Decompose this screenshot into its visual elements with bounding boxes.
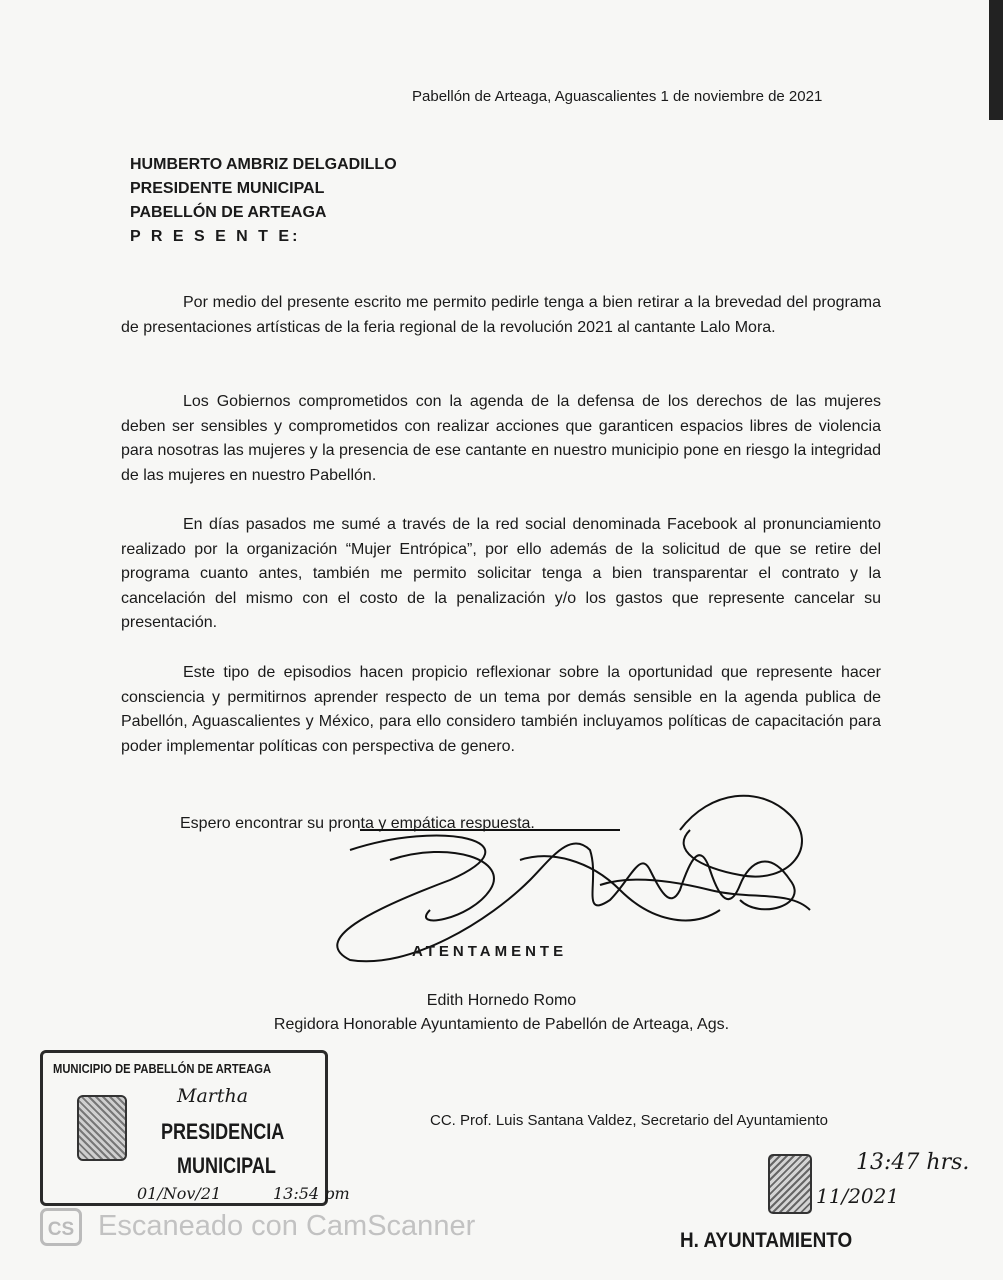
stamp-line-1: PRESIDENCIA xyxy=(161,1119,285,1144)
presidencia-stamp xyxy=(40,1050,350,1206)
scan-edge-shadow xyxy=(989,0,1003,120)
stamp-header: MUNICIPIO DE PABELLÓN DE ARTEAGA xyxy=(53,1061,272,1076)
stamp-time: 13:54 pm xyxy=(273,1184,350,1203)
signer-name: Edith Hornedo Romo xyxy=(426,992,577,1009)
stamp-line-2: MUNICIPAL xyxy=(177,1153,276,1178)
addressee-role: PRESIDENTE MUNICIPAL xyxy=(130,180,325,197)
coat-of-arms-icon xyxy=(77,1095,127,1161)
ayuntamiento-seal-icon xyxy=(768,1154,812,1214)
paragraph-1: Por medio del presente escrito me permito pedirle tenga a bien retirar a la brevedad del programa de presentaciones artísticas de la feria regional de la revolución 2021 al cantante Lalo Mora. xyxy=(121,294,881,336)
cc-line: CC. Prof. Luis Santana Valdez, Secretario del Ayuntamiento xyxy=(430,1112,829,1129)
sign-off: ATENTAMENTE xyxy=(412,943,568,960)
addressee-block xyxy=(130,153,397,249)
stamp-date: 01/Nov/21 xyxy=(137,1184,222,1203)
signer-title: Regidora Honorable Ayuntamiento de Pabellón de Arteaga, Ags. xyxy=(273,1016,730,1033)
addressee-present: P R E S E N T E: xyxy=(130,228,301,245)
camscanner-watermark: Escaneado con CamScanner xyxy=(98,1210,476,1242)
addressee-place: PABELLÓN DE ARTEAGA xyxy=(130,204,327,221)
ayuntamiento-stamp-text: H. AYUNTAMIENTO xyxy=(680,1229,853,1252)
camscanner-icon: CS xyxy=(40,1208,82,1246)
ayuntamiento-stamp-date: 11/2021 xyxy=(816,1184,900,1208)
paragraph-4: Este tipo de episodios hacen propicio reflexionar sobre la oportunidad que represente hacer consciencia y permitirnos aprender respecto de un tema por demás sensible en la agenda publica de Pabellón, Aguascalientes y México, para ello considero también incluyamos políticas de capacitación para poder implementar políticas con perspectiva de genero. xyxy=(121,664,881,755)
place-date: Pabellón de Arteaga, Aguascalientes 1 de noviembre de 2021 xyxy=(412,88,823,105)
ayuntamiento-stamp-time: 13:47 hrs. xyxy=(856,1150,970,1175)
stamp-handwritten-name: Martha xyxy=(177,1085,249,1107)
paragraph-3: En días pasados me sumé a través de la red social denominada Facebook al pronunciamiento realizado por la organización “Mujer Entrópica”, por ello además de la solicitud de que se retire del programa cuanto antes, también me permito solicitar tenga a bien transparentar el contrato y la cancelación del mismo con el costo de la penalización y/o los gastos que represente cancelar su presentación. xyxy=(121,516,881,631)
addressee-name: HUMBERTO AMBRIZ DELGADILLO xyxy=(130,156,397,173)
paragraph-2: Los Gobiernos comprometidos con la agenda de la defensa de los derechos de las mujeres deben ser sensibles y comprometidos con realizar acciones que garanticen espacios libres de violencia para nosotras las mujeres y la presencia de ese cantante en nuestro municipio pone en riesgo la integridad de las mujeres en nuestro Pabellón. xyxy=(121,393,881,484)
closing-line: Espero encontrar su pronta y empática respuesta. xyxy=(180,815,535,832)
